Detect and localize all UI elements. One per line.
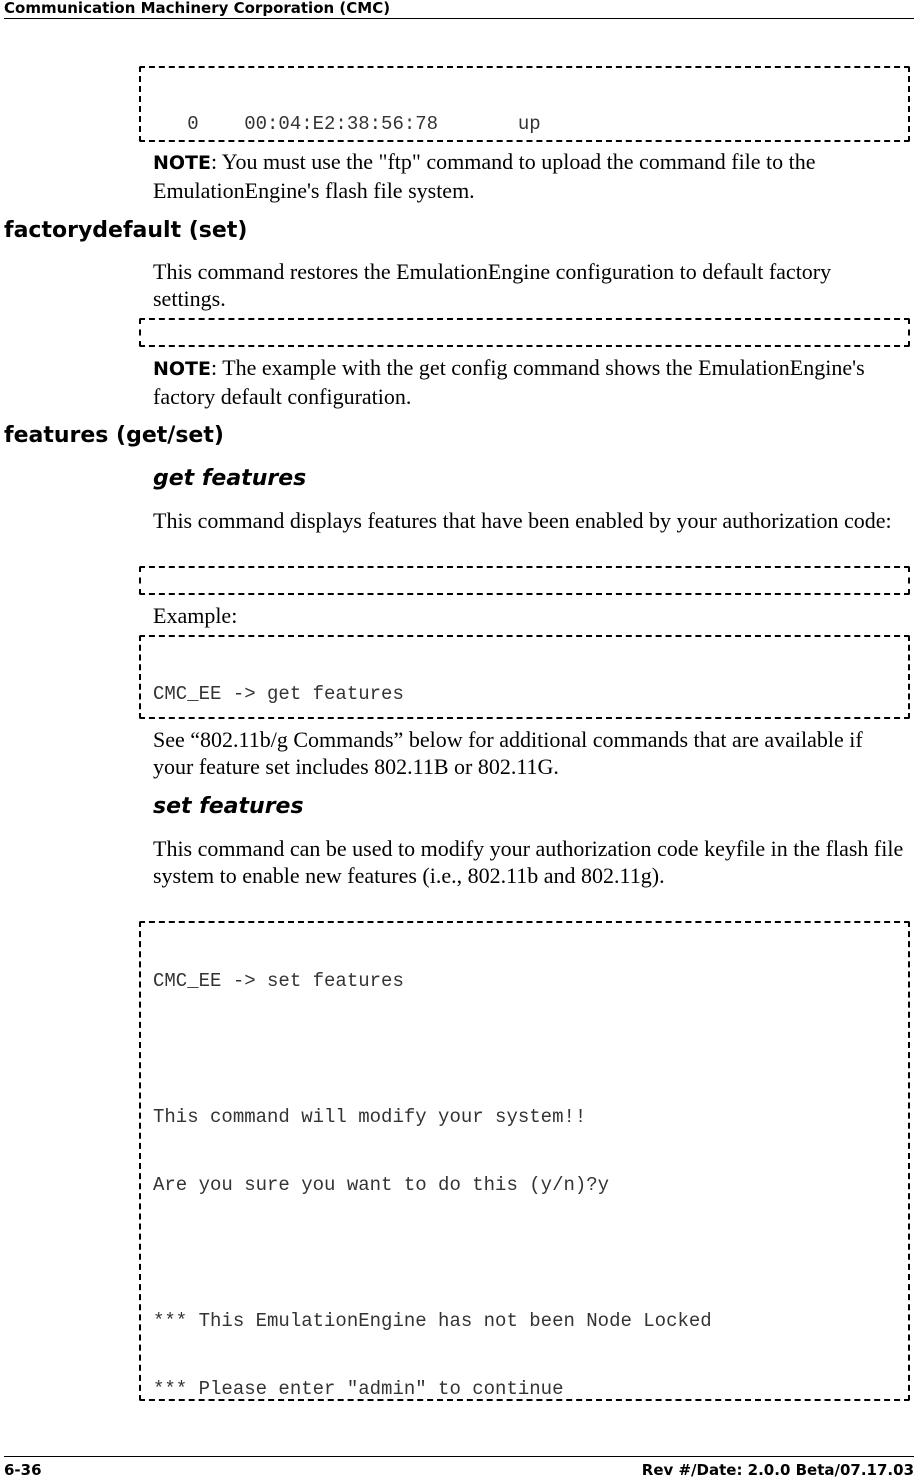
see-also-80211bg: See “802.11b/g Commands” below for additional commands that are available if your feature set includes 802.11B or 802.11G. bbox=[153, 727, 863, 779]
code-line: *** This EmulationEngine has not been Node Locked bbox=[153, 1310, 712, 1332]
running-header-title: Communication Machinery Corporation (CMC) bbox=[4, 0, 391, 17]
code-line: Are you sure you want to do this (y/n)?y bbox=[153, 1174, 610, 1196]
heading-features: features (get/set) bbox=[4, 423, 224, 448]
code-line: 0 00:04:E2:38:56:78 up bbox=[153, 113, 541, 135]
code-line: CMC_EE -> get features bbox=[153, 683, 404, 705]
code-block-get-features bbox=[139, 566, 910, 595]
note-keyword: NOTE bbox=[153, 152, 211, 174]
code-block-get-features-example bbox=[139, 635, 910, 719]
set-features-description: This command can be used to modify your authorization code keyfile in the flash file system to enable new features (i.e., 802.11b and 802.11g). bbox=[153, 836, 904, 888]
note-text: : The example with the get config command shows the EmulationEngine's factory default configuration. bbox=[153, 355, 865, 409]
subheading-set-features: set features bbox=[153, 794, 304, 819]
note-text: : You must use the "ftp" command to upload the command file to the EmulationEngine's flash file system. bbox=[153, 149, 816, 203]
code-line bbox=[153, 1037, 896, 1061]
note-ftp bbox=[153, 148, 905, 204]
get-features-description: This command displays features that have been enabled by your authorization code: bbox=[153, 508, 892, 533]
example-label: Example: bbox=[153, 603, 238, 628]
subheading-get-features: get features bbox=[153, 466, 307, 491]
page-number: 6-36 bbox=[4, 1461, 42, 1479]
factorydefault-description: This command restores the EmulationEngine configuration to default factory settings. bbox=[153, 259, 832, 311]
code-line bbox=[153, 1241, 896, 1265]
running-footer bbox=[4, 1456, 914, 1481]
code-block-set-features bbox=[139, 921, 910, 1401]
code-line: This command will modify your system!! bbox=[153, 1106, 587, 1128]
code-line: *** Please enter "admin" to continue bbox=[153, 1378, 564, 1400]
heading-factorydefault: factorydefault (set) bbox=[4, 218, 248, 243]
running-header bbox=[4, 0, 914, 19]
code-block-interfaces bbox=[139, 66, 910, 142]
code-line: CMC_EE -> set features bbox=[153, 970, 404, 992]
note-factorydefault bbox=[153, 354, 905, 410]
code-block-set-factorydefault bbox=[139, 318, 910, 347]
note-keyword: NOTE bbox=[153, 358, 211, 380]
revision-date: Rev #/Date: 2.0.0 Beta/07.17.03 bbox=[641, 1461, 914, 1479]
